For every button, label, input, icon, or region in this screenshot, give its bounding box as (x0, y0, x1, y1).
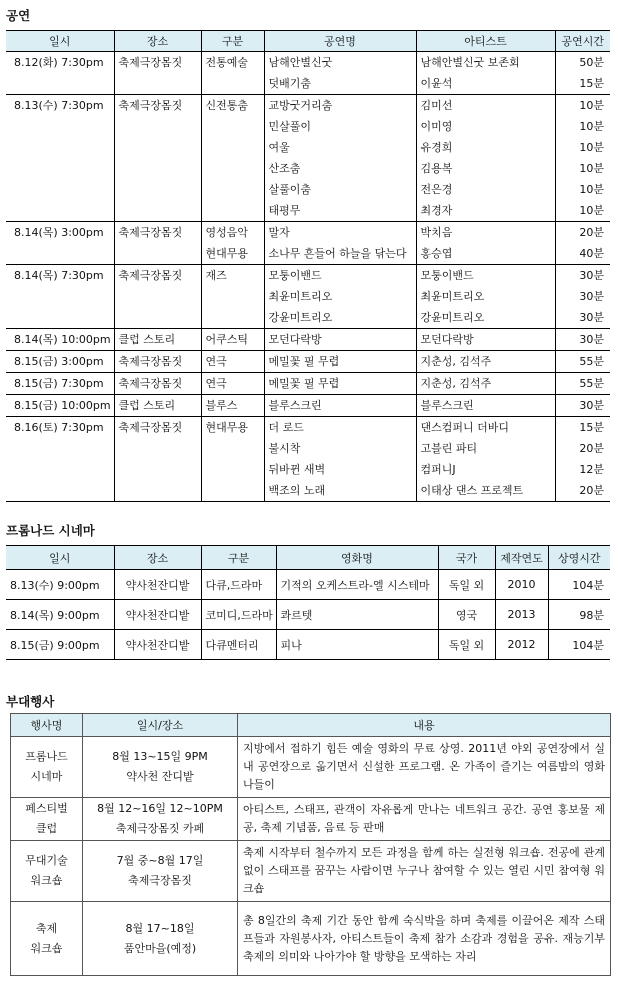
performance-row (6, 265, 610, 329)
performance-artist: 이윤석 (420, 77, 453, 90)
event-when: 8월 17~18일 (125, 921, 195, 935)
performance-artist-cell (416, 222, 555, 265)
cinema-table (6, 545, 610, 660)
performance-duration-cell (555, 351, 610, 373)
cinema-header-cell: 구분 (201, 546, 276, 570)
performance-row (6, 373, 610, 395)
performance-venue: 축제극장몸짓 (118, 421, 183, 434)
performance-title: 백조의 노래 (268, 484, 326, 497)
cinema-country: 영국 (438, 600, 495, 630)
performance-header-cell: 아티스트 (416, 31, 555, 52)
performance-date-cell (6, 52, 114, 95)
cinema-runtime: 98분 (548, 600, 610, 630)
performance-date: 8.13(수) 7:30pm (14, 99, 104, 112)
cinema-venue: 약사천잔디밭 (114, 570, 201, 600)
cinema-country: 독일 외 (438, 630, 495, 660)
performance-venue-cell (114, 395, 201, 417)
cinema-header-cell: 영화명 (276, 546, 438, 570)
performance-artist-cell (416, 52, 555, 95)
performance-title: 살풀이춤 (268, 183, 312, 196)
events-header-cell: 행사명 (11, 714, 83, 737)
event-when-cell (83, 902, 238, 976)
performance-date: 8.16(토) 7:30pm (14, 421, 104, 434)
cinema-row (6, 570, 610, 600)
performance-duration-cell (555, 265, 610, 329)
performance-artist: 홍승엽 (420, 247, 453, 260)
cinema-runtime: 104분 (548, 570, 610, 600)
performance-title-cell (264, 395, 416, 417)
performance-title: 소나무 흔들어 하늘을 닦는다 (268, 247, 407, 260)
performance-duration: 10분 (579, 120, 604, 133)
performance-venue: 축제극장몸짓 (118, 226, 183, 239)
event-when-cell (83, 841, 238, 902)
performance-title: 모던다락방 (268, 333, 322, 346)
event-name: 클럽 (35, 822, 58, 835)
performance-genre-cell (201, 373, 264, 395)
performance-title: 메밀꽃 필 무렵 (268, 355, 340, 368)
performance-venue-cell (114, 351, 201, 373)
performance-duration: 20분 (579, 484, 604, 497)
event-when: 8월 13~15일 9PM (112, 750, 208, 763)
performance-venue-cell (114, 265, 201, 329)
cinema-genre: 다큐,드라마 (201, 570, 276, 600)
performance-title: 산조춤 (268, 162, 301, 175)
performance-date-cell (6, 351, 114, 373)
performance-duration: 30분 (579, 311, 604, 324)
performance-date-cell (6, 222, 114, 265)
performance-row (6, 329, 610, 351)
performance-artist: 모퉁이밴드 (420, 269, 474, 282)
performance-date: 8.14(목) 7:30pm (14, 269, 104, 282)
event-name-cell (11, 841, 83, 902)
performance-title: 민살풀이 (268, 120, 312, 133)
performance-duration-cell (555, 417, 610, 502)
cinema-title: 콰르텟 (276, 600, 438, 630)
cinema-header-cell: 국가 (438, 546, 495, 570)
performance-date-cell (6, 395, 114, 417)
performance-artist: 지춘성, 김석주 (420, 355, 492, 368)
performance-artist: 컴퍼니J (420, 463, 456, 476)
performance-artist: 최윤미트리오 (420, 290, 485, 303)
cinema-date: 8.15(금) 9:00pm (6, 630, 114, 660)
cinema-header-cell: 상영시간 (548, 546, 610, 570)
performance-artist-cell (416, 95, 555, 222)
performance-genre-cell (201, 351, 264, 373)
performance-row (6, 417, 610, 502)
performance-artist-cell (416, 265, 555, 329)
performance-venue-cell (114, 373, 201, 395)
performance-header-row (6, 31, 610, 52)
performance-artist: 전은경 (420, 183, 453, 196)
cinema-header-cell: 일시 (6, 546, 114, 570)
event-when-cell (83, 798, 238, 841)
performance-title: 남해안별신굿 (268, 56, 333, 69)
performance-artist: 지춘성, 김석주 (420, 377, 492, 390)
performance-row (6, 95, 610, 222)
performance-duration-cell (555, 52, 610, 95)
event-name: 워크숍 (30, 874, 63, 887)
performance-duration: 10분 (579, 183, 604, 196)
cinema-year: 2012 (495, 630, 548, 660)
performance-header-cell: 구분 (201, 31, 264, 52)
performance-title-cell (264, 351, 416, 373)
cinema-header-row (6, 546, 610, 570)
performance-row (6, 52, 610, 95)
performance-title: 태평무 (268, 204, 301, 217)
performance-title: 모퉁이밴드 (268, 269, 322, 282)
performance-title-cell (264, 417, 416, 502)
performance-date: 8.14(목) 10:00pm (14, 333, 111, 346)
performance-genre-cell (201, 52, 264, 95)
performance-venue: 축제극장몸짓 (118, 269, 183, 282)
performance-duration: 30분 (579, 269, 604, 282)
performance-duration: 55분 (579, 355, 604, 368)
cinema-date: 8.14(목) 9:00pm (6, 600, 114, 630)
performance-title-cell (264, 95, 416, 222)
performance-duration: 10분 (579, 141, 604, 154)
performance-genre: 연극 (205, 355, 227, 368)
events-header-cell: 일시/장소 (83, 714, 238, 737)
cinema-year: 2010 (495, 570, 548, 600)
performance-duration: 30분 (579, 290, 604, 303)
events-row (11, 841, 611, 902)
performance-artist-cell (416, 417, 555, 502)
performance-artist: 박치음 (420, 226, 453, 239)
performance-genre: 연극 (205, 377, 227, 390)
performance-artist: 고블린 파티 (420, 442, 478, 455)
performance-duration: 15분 (579, 421, 604, 434)
performance-genre-cell (201, 265, 264, 329)
cinema-row (6, 630, 610, 660)
performance-title: 교방굿거리춤 (268, 99, 333, 112)
performance-title: 더 로드 (268, 421, 304, 434)
performance-title: 최윤미트리오 (268, 290, 333, 303)
performance-artist: 블루스크린 (420, 399, 474, 412)
performance-genre-cell (201, 395, 264, 417)
performance-venue-cell (114, 329, 201, 351)
cinema-date: 8.13(수) 9:00pm (6, 570, 114, 600)
performance-duration: 10분 (579, 204, 604, 217)
performance-duration: 12분 (579, 463, 604, 476)
event-when: 7월 중~8월 17일 (116, 854, 204, 867)
event-name: 축제 (35, 921, 58, 935)
events-header-row (11, 714, 611, 737)
performance-title: 강윤미트리오 (268, 311, 333, 324)
performance-venue: 축제극장몸짓 (118, 377, 183, 390)
performance-title: 뒤바뀐 새벽 (268, 463, 326, 476)
event-description: 아티스트, 스태프, 관객이 자유롭게 만나는 네트워크 공간. 공연 홍보물 제공, 축제 기념품, 음료 등 판매 (238, 798, 611, 841)
cinema-header-cell: 장소 (114, 546, 201, 570)
performance-venue-cell (114, 222, 201, 265)
performance-genre: 어쿠스틱 (205, 333, 249, 346)
performance-genre-cell (201, 417, 264, 502)
performance-title: 메밀꽃 필 무렵 (268, 377, 340, 390)
performance-row (6, 395, 610, 417)
performance-header-cell: 일시 (6, 31, 114, 52)
performance-duration: 15분 (579, 77, 604, 90)
performance-genre: 전통예술 (205, 56, 249, 69)
events-row (11, 902, 611, 976)
performance-duration: 30분 (579, 399, 604, 412)
section-title-events: 부대행사 (6, 694, 55, 709)
performance-genre: 현대무용 (205, 421, 249, 434)
performance-venue-cell (114, 52, 201, 95)
performance-venue-cell (114, 95, 201, 222)
performance-title-cell (264, 222, 416, 265)
performance-duration-cell (555, 222, 610, 265)
performance-duration: 50분 (579, 56, 604, 69)
performance-artist: 김미선 (420, 99, 453, 112)
performance-artist: 남해안별신굿 보존회 (420, 56, 520, 69)
performance-date-cell (6, 265, 114, 329)
performance-title: 불시착 (268, 442, 301, 455)
performance-date: 8.15(금) 7:30pm (14, 377, 104, 390)
performance-artist: 최경자 (420, 204, 453, 217)
performance-header-cell: 공연시간 (555, 31, 610, 52)
performance-artist: 이미영 (420, 120, 453, 133)
cinema-runtime: 104분 (548, 630, 610, 660)
performance-duration: 10분 (579, 99, 604, 112)
performance-duration: 20분 (579, 226, 604, 239)
event-when: 축제극장몸짓 카페 (115, 822, 205, 835)
performance-genre-cell (201, 222, 264, 265)
cinema-genre: 코미디,드라마 (201, 600, 276, 630)
performance-venue: 클럽 스토리 (118, 333, 176, 346)
performance-date: 8.14(목) 3:00pm (14, 226, 104, 239)
events-table (10, 713, 611, 976)
performance-duration-cell (555, 95, 610, 222)
event-when: 축제극장몸짓 (128, 874, 192, 887)
performance-artist-cell (416, 351, 555, 373)
performance-duration-cell (555, 329, 610, 351)
performance-table (6, 30, 610, 502)
performance-venue: 축제극장몸짓 (118, 355, 183, 368)
performance-artist: 유경희 (420, 141, 453, 154)
event-description: 총 8일간의 축제 기간 동안 함께 숙식박을 하며 축제를 이끌어온 제작 스태프들과 자원봉사자, 아티스트들이 축제 참가 소감과 경험을 공유. 재능기부 축제의 의미와 나아가야 할 방향을 모색하는 자리 (238, 902, 611, 976)
performance-artist: 모던다락방 (420, 333, 474, 346)
performance-title: 여울 (268, 141, 290, 154)
performance-title: 말자 (268, 226, 290, 239)
performance-date: 8.15(금) 10:00pm (14, 399, 111, 412)
performance-row (6, 222, 610, 265)
performance-title-cell (264, 329, 416, 351)
events-row (11, 737, 611, 798)
performance-duration: 40분 (579, 247, 604, 260)
performance-genre: 영성음악 (205, 226, 249, 239)
cinema-title: 피나 (276, 630, 438, 660)
performance-artist: 김용복 (420, 162, 453, 175)
performance-date: 8.12(화) 7:30pm (14, 56, 104, 69)
performance-date: 8.15(금) 3:00pm (14, 355, 104, 368)
performance-title-cell (264, 373, 416, 395)
event-name: 페스티벌 (25, 802, 68, 815)
section-title-performance: 공연 (6, 8, 31, 23)
performance-genre: 블루스 (205, 399, 238, 412)
event-name-cell (11, 737, 83, 798)
performance-header-cell: 장소 (114, 31, 201, 52)
performance-date-cell (6, 373, 114, 395)
performance-artist: 댄스컴퍼니 더바디 (420, 421, 510, 434)
performance-date-cell (6, 95, 114, 222)
performance-duration-cell (555, 395, 610, 417)
performance-venue: 축제극장몸짓 (118, 99, 183, 112)
performance-artist-cell (416, 373, 555, 395)
event-name-cell (11, 902, 83, 976)
performance-artist-cell (416, 329, 555, 351)
performance-artist: 강윤미트리오 (420, 311, 485, 324)
cinema-row (6, 600, 610, 630)
performance-duration: 30분 (579, 333, 604, 346)
performance-duration: 55분 (579, 377, 604, 390)
performance-artist-cell (416, 395, 555, 417)
event-when: 8월 12~16일 12~10PM (97, 802, 223, 815)
event-name-cell (11, 798, 83, 841)
cinema-genre: 다큐멘터리 (201, 630, 276, 660)
event-name: 무대기술 (25, 854, 68, 867)
section-title-cinema: 프롬나드 시네마 (6, 523, 95, 538)
event-when-cell (83, 737, 238, 798)
performance-title-cell (264, 265, 416, 329)
event-name: 시네마 (30, 770, 63, 783)
events-row (11, 798, 611, 841)
performance-genre: 신전통춤 (205, 99, 249, 112)
performance-duration: 20분 (579, 442, 604, 455)
event-name: 프롬나드 (25, 750, 68, 763)
event-when: 품안마을(예정) (123, 941, 197, 955)
cinema-title: 기적의 오케스트라-엘 시스테마 (276, 570, 438, 600)
event-when: 약사천 잔디밭 (126, 770, 194, 783)
performance-artist: 이태상 댄스 프로젝트 (420, 484, 524, 497)
performance-genre-cell (201, 95, 264, 222)
performance-row (6, 351, 610, 373)
performance-genre: 재즈 (205, 269, 227, 282)
event-description: 축제 시작부터 철수까지 모든 과정을 함께 하는 실전형 워크숍. 전공에 관계없이 스태프를 꿈꾸는 사람이면 누구나 참여할 수 있는 열린 시민 참여형 워크숍 (238, 841, 611, 902)
cinema-country: 독일 외 (438, 570, 495, 600)
performance-venue: 클럽 스토리 (118, 399, 176, 412)
performance-header-cell: 공연명 (264, 31, 416, 52)
performance-date-cell (6, 329, 114, 351)
performance-venue: 축제극장몸짓 (118, 56, 183, 69)
cinema-header-cell: 제작연도 (495, 546, 548, 570)
performance-genre-cell (201, 329, 264, 351)
performance-date-cell (6, 417, 114, 502)
performance-title: 덧배기춤 (268, 77, 312, 90)
event-name: 워크숍 (30, 941, 63, 955)
cinema-venue: 약사천잔디밭 (114, 630, 201, 660)
cinema-year: 2013 (495, 600, 548, 630)
events-header-cell: 내용 (238, 714, 611, 737)
performance-genre: 현대무용 (205, 247, 249, 260)
performance-duration-cell (555, 373, 610, 395)
performance-venue-cell (114, 417, 201, 502)
performance-title: 블루스크린 (268, 399, 322, 412)
performance-duration: 10분 (579, 162, 604, 175)
cinema-venue: 약사천잔디밭 (114, 600, 201, 630)
performance-title-cell (264, 52, 416, 95)
event-description: 지방에서 접하기 힘든 예술 영화의 무료 상영. 2011년 야외 공연장에서 실내 공연장으로 옮기면서 신설한 프로그램. 온 가족이 즐기는 여름밤의 영화 나들이 (238, 737, 611, 798)
